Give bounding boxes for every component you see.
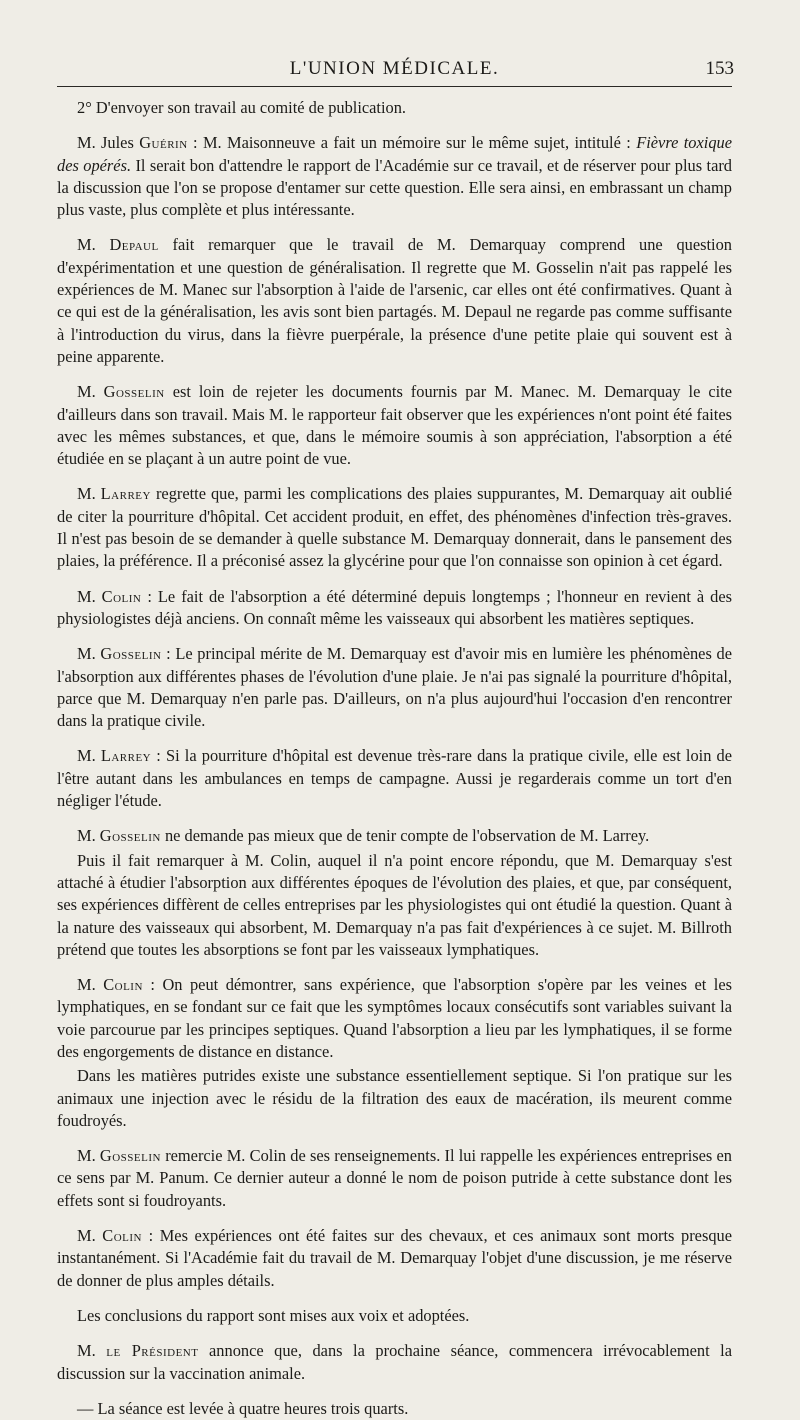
paragraph: M. Depaul fait remarquer que le travail de M. Demarquay comprend une question d'expérimentation et une question de généralisation. Il regrette que M. Gosselin n'ait pas rappelé les expériences de M. Manec sur l'absorption à l'aide de l'arsenic, car elles ont été confirmatives. Quant à ce qui est de la généralisation, les avis sont bien partagés. M. Depaul ne regarde pas comme suffisante à l'introduction du virus, dans la fièvre puerpérale, la présence d'une petite plaie qui souvent est à peine apparente. <box>57 235 732 366</box>
speaker-name: Gosselin <box>103 382 165 402</box>
paragraph: M. Colin : On peut démontrer, sans expérience, que l'absorption s'opère par les veines et les lymphatiques, en se fondant sur ce fait que les symptômes locaux consécutifs sont variables suivant la voie parcourue par les principes septiques. Quand l'absorption a lieu par les lymphatiques, il se forme des engorgements de distance en distance. <box>57 975 732 1061</box>
paragraph: M. Gosselin ne demande pas mieux que de tenir compte de l'observation de M. Larrey. <box>77 826 650 846</box>
speaker-name: Larrey <box>100 746 152 766</box>
paragraph: M. Jules Guérin : M. Maisonneuve a fait un mémoire sur le même sujet, intitulé : Fièvre toxique des opérés. Il serait bon d'attendre le rapport de l'Académie sur ce travail, et de réserver pour plus tard la discussion que l'on se propose d'entamer sur cette question. Elle sera ainsi, en embrassant un champ plus vaste, plus complète et plus intéressante. <box>57 133 732 220</box>
paragraph: M. Colin : Mes expériences ont été faites sur des chevaux, et ces animaux sont morts presque instantanément. Si l'Académie fait du travail de M. Demarquay l'objet d'une discussion, je me réserve de donner de plus amples détails. <box>57 1226 732 1290</box>
journal-title: L'UNION MÉDICALE. <box>289 58 500 79</box>
speaker-name: Gosselin <box>99 1146 161 1166</box>
speaker-name: Gosselin <box>99 826 161 846</box>
paragraph: M. Gosselin : Le principal mérite de M. Demarquay est d'avoir mis en lumière les phénomènes de l'absorption aux différentes phases de l'évolution d'une plaie. Je n'ai pas signalé la pourriture d'hôpital, parce que M. Demarquay n'en parle pas. D'ailleurs, on n'a plus aujourd'hui l'occasion d'en rencontrer dans la pratique civile. <box>57 644 732 731</box>
closing-line: — La séance est levée à quatre heures trois quarts. <box>77 1398 409 1418</box>
paragraph: M. Colin : Le fait de l'absorption a été déterminé depuis longtemps ; l'honneur en revient à des physiologistes déjà anciens. On connaît même les vaisseaux qui absorbent les matières septiques. <box>57 586 732 628</box>
paragraph: M. Gosselin remercie M. Colin de ses renseignements. Il lui rappelle les expériences entreprises en ce sens par M. Panum. Ce dernier auteur a donné le nom de poison putride à cette substance dont les effets sont si foudroyants. <box>57 1146 732 1210</box>
header-rule <box>57 86 732 87</box>
paragraph: 2° D'envoyer son travail au comité de publication. <box>77 98 407 117</box>
speaker-name: Colin <box>102 1226 142 1246</box>
italic-title: Fièvre toxique des opérés. <box>57 133 732 175</box>
paragraph: M. le Président annonce que, dans la prochaine séance, commencera irrévocablement la discussion sur la vaccination animale. <box>57 1341 732 1383</box>
paragraph: Les conclusions du rapport sont mises aux voix et adoptées. <box>77 1305 470 1325</box>
paragraph: Dans les matières putrides existe une substance essentiellement septique. Si l'on pratique sur les animaux une injection avec le résidu de la filtration des eaux de macération, ils meurent comme foudroyés. <box>57 1066 732 1130</box>
page-number: 153 <box>705 58 734 79</box>
speaker-name: Colin <box>101 586 142 606</box>
paragraph: M. Larrey : Si la pourriture d'hôpital est devenue très-rare dans la pratique civile, elle est loin de l'être autant dans les ambulances en temps de campagne. Aussi je regarderais comme un tort d'en négliger l'étude. <box>57 746 733 811</box>
speaker-name: Depaul <box>109 235 159 255</box>
speaker-name: Larrey <box>100 484 151 504</box>
running-head <box>57 52 732 82</box>
speaker-name: le Président <box>106 1341 199 1361</box>
paragraph: M. Larrey regrette que, parmi les complications des plaies suppurantes, M. Demarquay ait oublié de citer la pourriture d'hôpital. Cet accident produit, en effet, des phénomènes d'infection très-graves. Il n'est pas besoin de se demander à quelle substance M. Demarquay donnerait, dans le pansement des plaies, la préférence. Il a préconisé assez la glycérine pour que l'on connaisse son opinion à cet égard. <box>57 484 732 571</box>
body-text <box>57 97 732 1420</box>
speaker-name: Guérin <box>139 133 188 153</box>
paragraph: Puis il fait remarquer à M. Colin, auquel il n'a point encore répondu, que M. Demarquay s'est attaché à étudier l'absorption aux différentes époques de l'évolution des plaies, et que, par conséquent, ses expériences diffèrent de celles entreprises par les physiologistes qui ont étudié la question. Quant à la nature des vaisseaux qui absorbent, M. Demarquay n'a pas fait d'expériences à ce sujet. M. Billroth prétend que toutes les absorptions se font par les vaisseaux lymphatiques. <box>57 850 732 959</box>
paragraph: M. Gosselin est loin de rejeter les documents fournis par M. Manec. M. Demarquay le cite d'ailleurs dans son travail. Mais M. le rapporteur fait observer que les expériences n'ont point été faites avec les mêmes substances, et que, dans le mémoire soumis à son appréciation, l'absorption a été étudiée en se plaçant à un autre point de vue. <box>57 382 732 469</box>
speaker-name: Gosselin <box>100 644 162 664</box>
speaker-name: Colin <box>103 975 143 995</box>
